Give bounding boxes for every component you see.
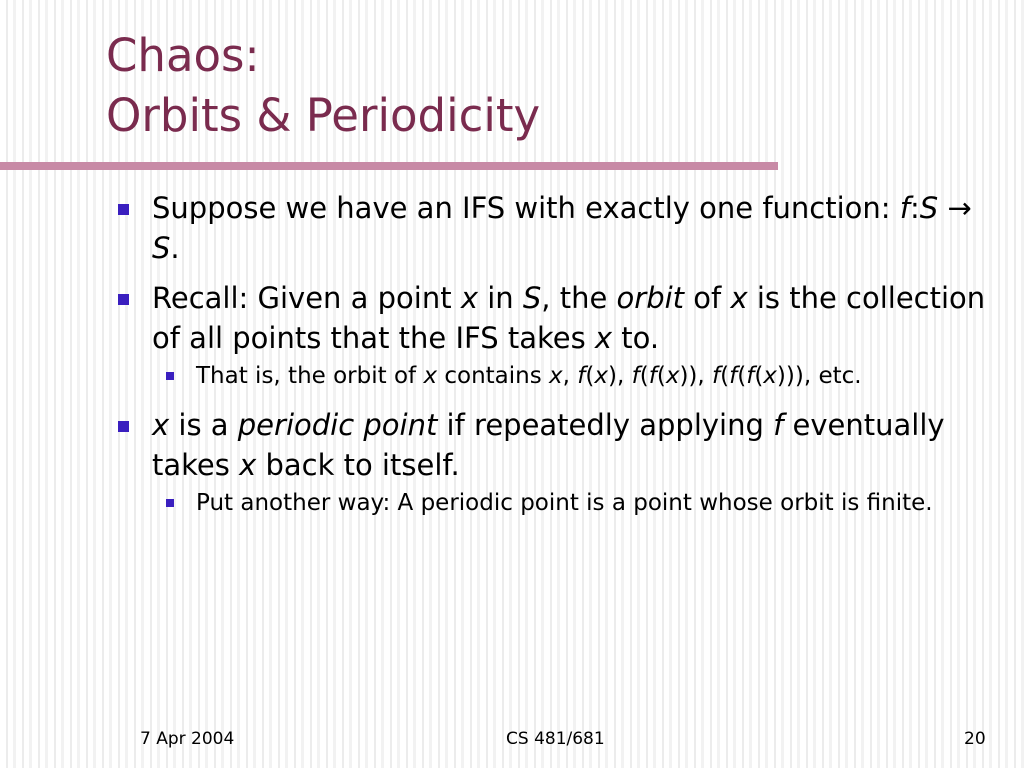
title-line-1: Chaos: xyxy=(106,29,260,82)
text-run: ( xyxy=(737,363,747,389)
text-run: back to itself. xyxy=(256,448,460,482)
square-bullet-icon xyxy=(118,421,129,432)
math-f: f xyxy=(729,363,738,389)
sub-bullet-finite-orbit xyxy=(166,487,1008,520)
text-run: Suppose we have an IFS with exactly one function: xyxy=(152,191,900,225)
math-S: S xyxy=(152,231,171,265)
math-x: x xyxy=(152,408,170,442)
math-f: f xyxy=(746,363,755,389)
text-run: . xyxy=(170,231,180,265)
math-x: x xyxy=(594,321,613,355)
text-run: That is, the orbit of xyxy=(196,363,424,389)
bullet-item-ifs-function xyxy=(118,188,1008,268)
text-run: is the collection of all points that the IFS takes xyxy=(152,281,986,355)
math-x: x xyxy=(549,363,563,389)
text-run: Put another way: A periodic point is a point whose orbit is finite. xyxy=(196,490,933,516)
text-run: contains xyxy=(437,363,550,389)
term-periodic-point: periodic point xyxy=(237,408,438,442)
footer-course: CS 481/681 xyxy=(506,729,605,749)
math-x: x xyxy=(665,363,680,389)
math-x: x xyxy=(730,281,748,315)
math-x: x xyxy=(239,448,257,482)
math-f: f xyxy=(631,363,640,389)
text-run: ), xyxy=(608,363,632,389)
text-run: is a xyxy=(169,408,238,442)
text-run: , xyxy=(562,363,578,389)
text-run: of xyxy=(684,281,731,315)
bullet-item-orbit-definition xyxy=(118,278,1008,358)
bullet-item-periodic-point xyxy=(118,405,1008,485)
text-run: in xyxy=(477,281,523,315)
math-S: S xyxy=(919,191,939,225)
footer-date: 7 Apr 2004 xyxy=(140,729,235,749)
square-bullet-icon xyxy=(118,204,129,215)
math-x: x xyxy=(460,281,478,315)
text-run: ( xyxy=(720,363,730,389)
term-orbit: orbit xyxy=(616,281,685,315)
slide-body xyxy=(118,188,1008,532)
text-run: ( xyxy=(585,363,595,389)
text-run: )), xyxy=(679,363,713,389)
math-x: x xyxy=(423,363,438,389)
square-bullet-icon xyxy=(118,294,129,305)
text-run: eventually takes xyxy=(152,408,945,482)
footer-page-number: 20 xyxy=(964,729,986,749)
math-f: f xyxy=(577,363,586,389)
math-f: f xyxy=(899,191,911,225)
text-run: ( xyxy=(639,363,649,389)
text-run: Recall: Given a point xyxy=(152,281,461,315)
text-run: : xyxy=(910,191,920,225)
text-run: ( xyxy=(656,363,666,389)
text-run: to. xyxy=(612,321,660,355)
math-f: f xyxy=(712,363,721,389)
slide-title xyxy=(106,26,540,146)
text-run: if repeatedly applying xyxy=(437,408,774,442)
text-run: , the xyxy=(541,281,617,315)
math-x: x xyxy=(763,363,777,389)
math-x: x xyxy=(594,363,609,389)
arrow-symbol: → xyxy=(938,191,972,225)
title-line-2: Orbits & Periodicity xyxy=(106,89,541,142)
text-run: ( xyxy=(754,363,764,389)
text-run: ))), etc. xyxy=(776,363,862,389)
math-S: S xyxy=(522,281,542,315)
math-f: f xyxy=(648,363,657,389)
square-bullet-icon xyxy=(166,372,174,380)
title-divider xyxy=(0,162,778,170)
math-f: f xyxy=(773,408,784,442)
square-bullet-icon xyxy=(166,499,174,507)
sub-bullet-orbit-example xyxy=(166,360,1008,393)
